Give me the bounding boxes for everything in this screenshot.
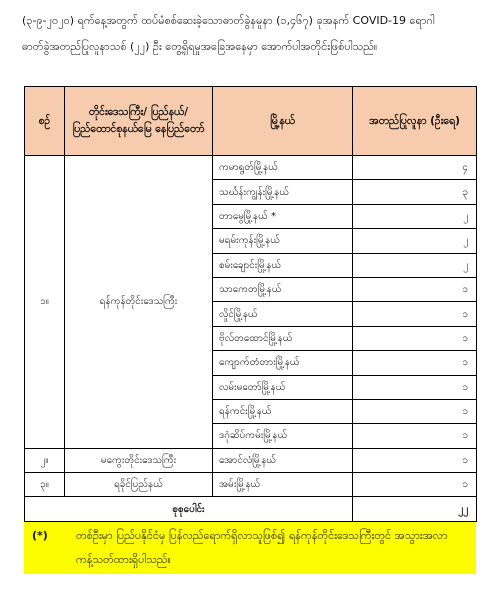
table-row xyxy=(25,473,477,497)
table-row xyxy=(25,448,477,472)
count-cell: ၂ xyxy=(353,253,477,277)
intro-text xyxy=(22,8,482,60)
region-cell: ရခိုင်ပြည်နယ် xyxy=(65,473,213,497)
count-cell: ၁ xyxy=(353,302,477,326)
region-cell: ရန်ကုန်တိုင်းဒေသကြီး xyxy=(65,156,213,449)
township-cell: ရန်ကင်းမြို့နယ် xyxy=(213,399,353,423)
township-cell: အမ်းမြို့နယ် xyxy=(213,473,353,497)
township-cell: အောင်လံမြို့နယ် xyxy=(213,448,353,472)
township-cell: မရမ်းကုန်းမြို့နယ် xyxy=(213,229,353,253)
total-label: စုစုပေါင်း xyxy=(25,497,353,521)
count-cell: ၁ xyxy=(353,326,477,350)
table-body xyxy=(25,156,477,522)
intro-line-2: ဓာတ်ခွဲအတည်ပြုလူနာသစ် (၂၂) ဦး တွေ့ရှိရမှုအခြေအနေမှာ အောက်ပါအတိုင်းဖြစ်ပါသည်။ xyxy=(22,40,378,53)
cases-table xyxy=(24,86,477,522)
count-cell: ၃ xyxy=(353,180,477,204)
count-cell: ၁ xyxy=(353,448,477,472)
row-number: ၂။ xyxy=(25,448,65,472)
township-cell: စမ်းချောင်းမြို့နယ် xyxy=(213,253,353,277)
township-cell: ဗိုလ်တထောင်မြို့နယ် xyxy=(213,326,353,350)
footnote-text-1: တစ်ဦးမှာ ပြည်ပနိုင်ငံမှ ပြန်လည်ရောက်ရှိလာသူဖြစ်၍ ရန်ကုန်တိုင်းဒေသကြီးတွင် အသွားအလာ xyxy=(76,529,448,542)
table-row xyxy=(25,156,477,180)
footnote-mark: (*) xyxy=(32,529,48,542)
footnote-line-2: ကန့်သတ်ထားရှိပါသည်။ xyxy=(76,553,171,566)
township-cell: ကျောက်တံတားမြို့နယ် xyxy=(213,351,353,375)
township-cell: ကမာရွတ်မြို့နယ် xyxy=(213,156,353,180)
township-cell: လမ်းမတော်မြို့နယ် xyxy=(213,375,353,399)
total-value: ၂၂ xyxy=(353,497,477,521)
township-cell: လှိုင်မြို့နယ် xyxy=(213,302,353,326)
count-cell: ၂ xyxy=(353,229,477,253)
township-cell: သင်္ဃန်းကျွန်းမြို့နယ် xyxy=(213,180,353,204)
row-number: ၁။ xyxy=(25,156,65,449)
count-cell: ၁ xyxy=(353,399,477,423)
footnote xyxy=(24,522,476,574)
count-cell: ၁ xyxy=(353,375,477,399)
count-cell: ၁ xyxy=(353,351,477,375)
count-cell: ၁ xyxy=(353,424,477,448)
township-cell: တာမွေမြို့နယ် * xyxy=(213,204,353,228)
row-number: ၃။ xyxy=(25,473,65,497)
count-cell: ၂ xyxy=(353,204,477,228)
header-township: မြို့နယ် xyxy=(213,87,353,156)
header-count: အတည်ပြုလူနာ (ဦးရေ) xyxy=(353,87,477,156)
township-cell: ဒဂုံဆိပ်ကမ်းမြို့နယ် xyxy=(213,424,353,448)
intro-line-1: (၃-၉-၂၀၂၀) ရက်နေ့အတွက် ထပ်မံစစ်ဆေးခဲ့သောဓာတ်ခွဲနမူနာ (၁,၄၆၇) ခုအနက် COVID-19 ရောဂါ xyxy=(22,14,435,27)
header-no: စဉ် xyxy=(25,87,65,156)
table-header-row xyxy=(25,87,477,156)
count-cell: ၁ xyxy=(353,277,477,301)
township-cell: သာကေတမြို့နယ် xyxy=(213,277,353,301)
count-cell: ၄ xyxy=(353,156,477,180)
count-cell: ၁ xyxy=(353,473,477,497)
footnote-line-1 xyxy=(32,524,470,548)
total-row xyxy=(25,497,477,521)
region-cell: မကွေးတိုင်းဒေသကြီး xyxy=(65,448,213,472)
header-region: တိုင်းဒေသကြီး/ ပြည်နယ်/ ပြည်ထောင်စုနယ်မြေ နေပြည်တော် xyxy=(65,87,213,156)
